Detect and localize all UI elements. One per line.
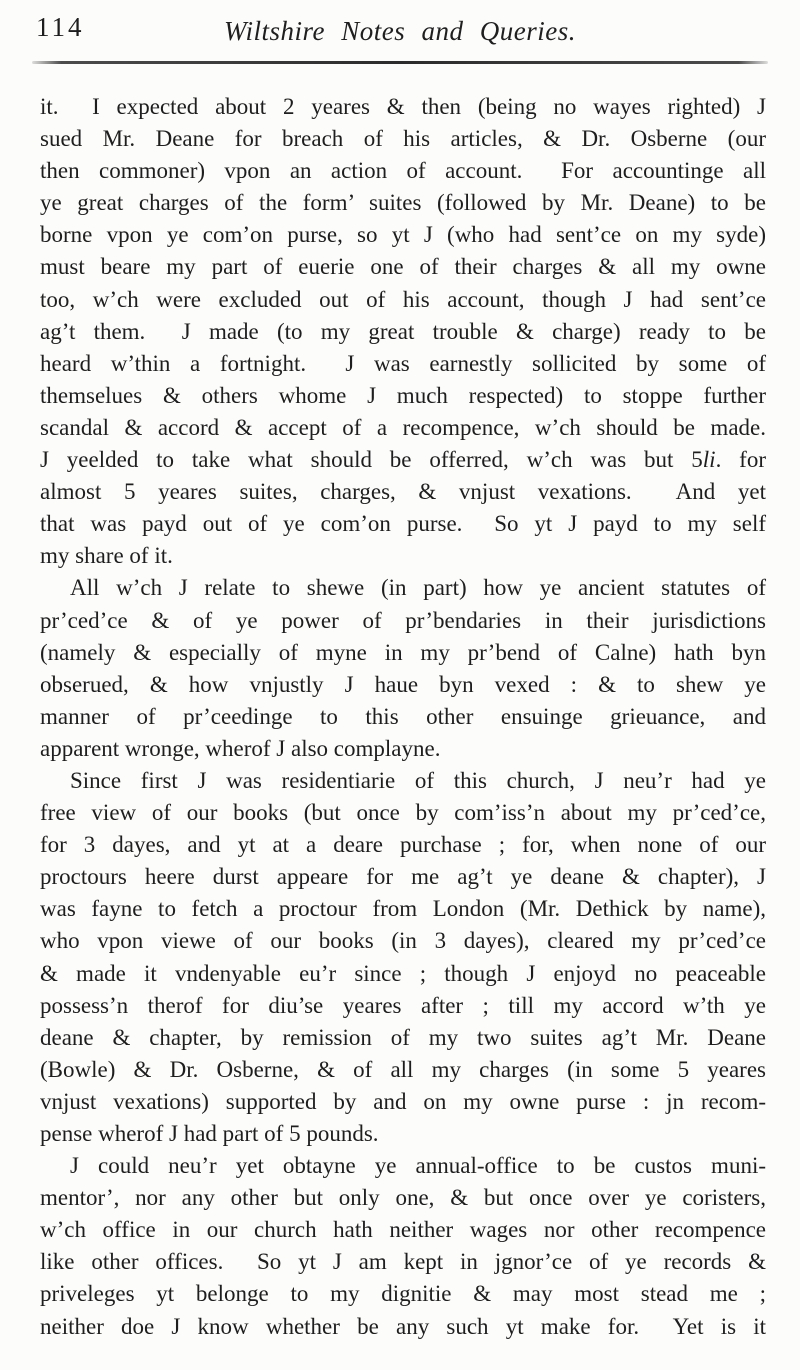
paragraph <box>40 765 766 1150</box>
text-line: Since first J was residentiarie of this church, J neu’r had ye <box>70 767 766 793</box>
text-line: borne vpon ye com’on purse, so yt J (who had sent’ce on my syde) <box>40 222 766 248</box>
text-line: for 3 dayes, and yt at a deare purchase ; for, when none of our <box>40 832 766 858</box>
text-line: themselues & others whome J much respected) to stoppe further <box>40 382 766 408</box>
paragraph <box>40 91 766 572</box>
text-segment: . for <box>715 447 766 473</box>
text-line: my share of it. <box>40 543 173 569</box>
header-rule <box>32 61 768 64</box>
text-line: sued Mr. Deane for breach of his articles, & Dr. Osberne (our <box>40 126 766 152</box>
text-line: it. I expected about 2 yeares & then (being no wayes righted) J <box>40 94 766 119</box>
text-line: J could neu’r yet obtayne ye annual-office to be custos muni- <box>70 1153 766 1179</box>
text-line: pr’ced’ce & of ye power of pr’bendaries in their jurisdictions <box>40 607 766 633</box>
text-line: scandal & accord & accept of a recompence, w’ch should be made. <box>40 414 766 440</box>
text-line: who vpon viewe of our books (in 3 dayes), cleared my pr’ced’ce <box>40 928 766 954</box>
page-header <box>0 0 800 58</box>
text-line <box>40 444 766 476</box>
text-line: deane & chapter, by remission of my two suites ag’t Mr. Deane <box>40 1024 766 1050</box>
text-line: was fayne to fetch a proctour from London (Mr. Dethick by name), <box>40 896 766 922</box>
text-line: manner of pr’ceedinge to this other ensuinge grieuance, and <box>40 703 766 729</box>
page-number: 114 <box>36 12 85 42</box>
text-line: possess’n therof for diu’se yeares after ; till my accord w’th ye <box>40 992 766 1018</box>
text-line: like other offices. So yt J am kept in jgnor’ce of ye records & <box>40 1249 766 1275</box>
text-line: neither doe J know whether be any such yt make for. Yet is it <box>40 1313 766 1339</box>
text-line: All w’ch J relate to shewe (in part) how ye ancient statutes of <box>70 575 766 601</box>
text-line: & made it vndenyable eu’r since ; though J enjoyd no peaceable <box>40 960 766 986</box>
text-line: vnjust vexations) supported by and on my owne purse : jn recom- <box>40 1088 766 1114</box>
italic-text-segment: li <box>702 447 716 473</box>
text-line: apparent wronge, wherof J also complayne. <box>40 735 441 761</box>
text-line: priveleges yt belonge to my dignitie & may most stead me ; <box>40 1281 766 1307</box>
text-segment: J yeelded to take what should be offerred, w’ch was but 5 <box>40 447 703 473</box>
text-line: free view of our books (but once by com’iss’n about my pr’ced’ce, <box>40 800 766 826</box>
text-line: (Bowle) & Dr. Osberne, & of all my charges (in some 5 yeares <box>40 1056 766 1082</box>
text-line: too, w’ch were excluded out of his account, though J had sent’ce <box>40 286 766 312</box>
text-line: (namely & especially of myne in my pr’bend of Calne) hath byn <box>40 639 766 665</box>
paragraph <box>40 572 766 765</box>
text-line: heard w’thin a fortnight. J was earnestly sollicited by some of <box>40 350 766 376</box>
text-line: obserued, & how vnjustly J haue byn vexed : & to shew ye <box>40 671 766 697</box>
text-line: ag’t them. J made (to my great trouble & charge) ready to be <box>40 318 766 344</box>
text-line: ye great charges of the form’ suites (followed by Mr. Deane) to be <box>40 190 766 216</box>
text-line: then commoner) vpon an action of account. For accountinge all <box>40 158 766 184</box>
page-text <box>40 91 766 1343</box>
text-line: pense wherof J had part of 5 pounds. <box>40 1121 379 1146</box>
text-line: mentor’, nor any other but only one, & but once over ye coristers, <box>40 1185 766 1211</box>
paragraph <box>40 1150 766 1343</box>
text-line: almost 5 yeares suites, charges, & vnjust vexations. And yet <box>40 479 766 505</box>
running-title: Wiltshire Notes and Queries. <box>224 16 576 46</box>
text-line: that was payd out of ye com’on purse. So yt J payd to my self <box>40 511 766 537</box>
text-line: must beare my part of euerie one of their charges & all my owne <box>40 254 766 280</box>
text-line: w’ch office in our church hath neither wages nor other recompence <box>40 1217 766 1243</box>
text-line: proctours heere durst appeare for me ag’t ye deane & chapter), J <box>40 864 766 890</box>
